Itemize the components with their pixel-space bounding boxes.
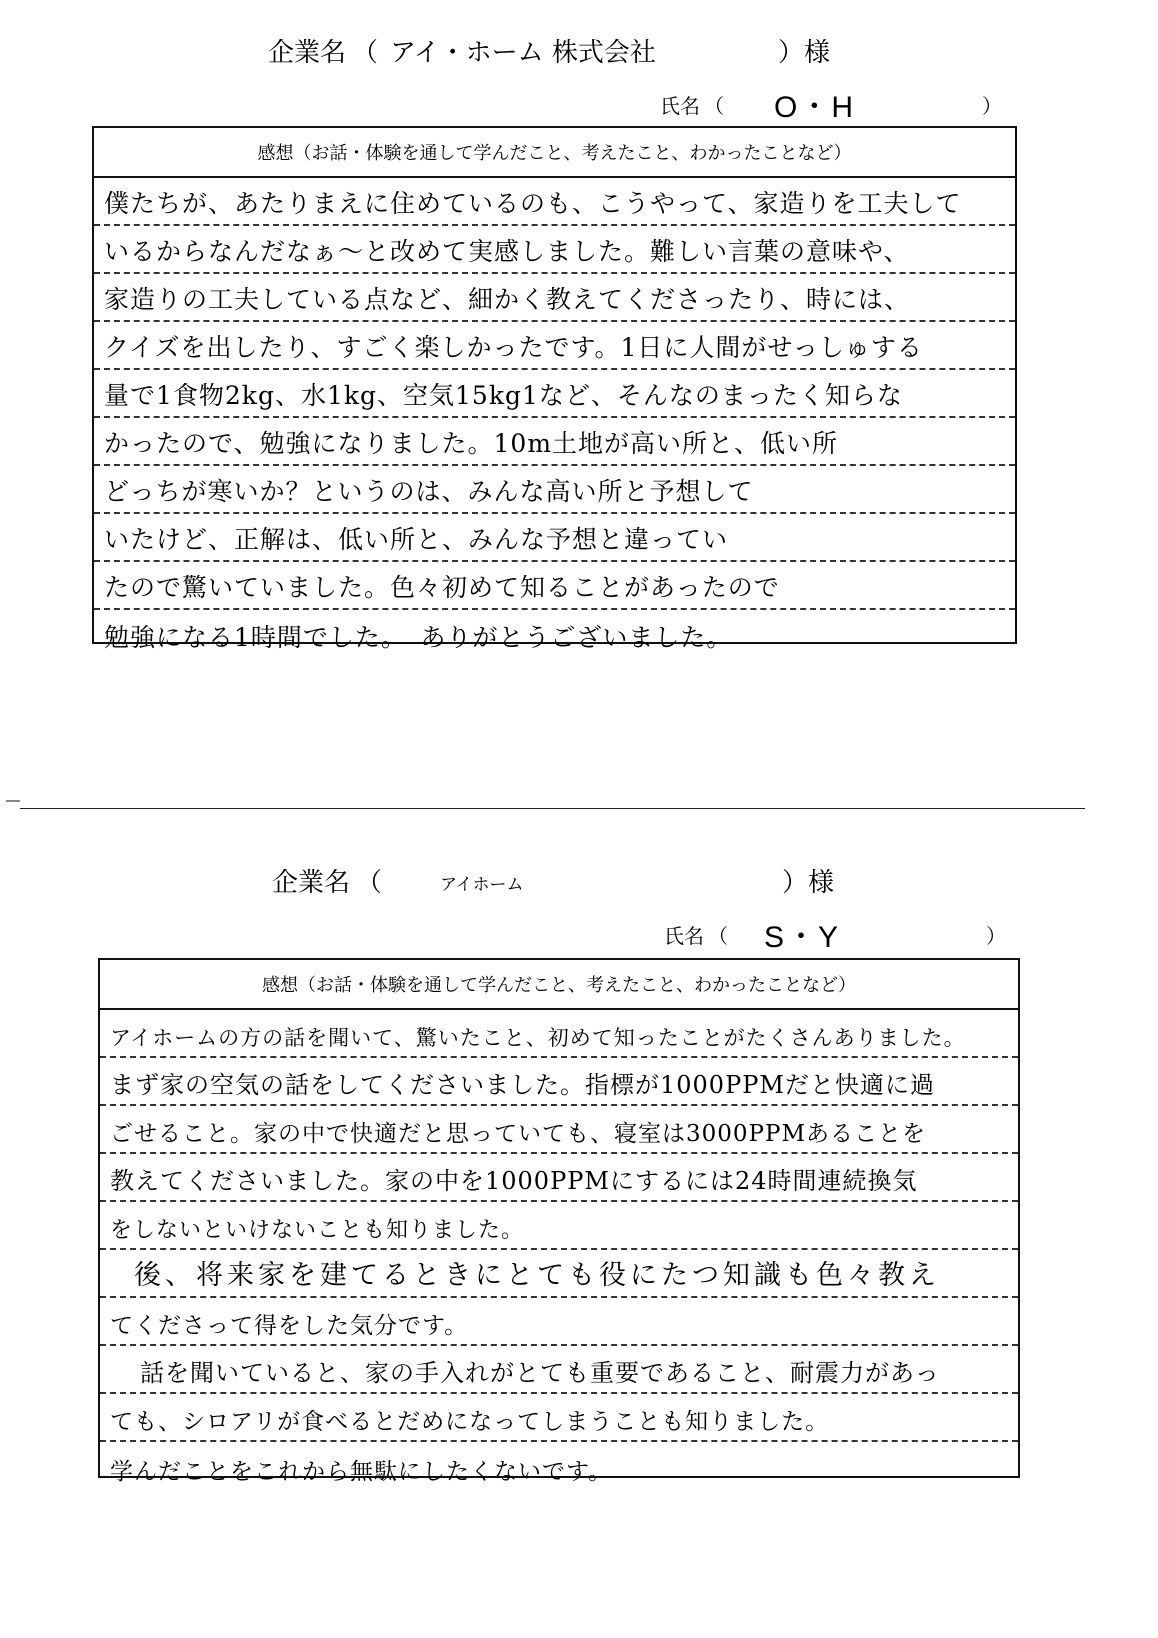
- name-close-paren: ）: [986, 924, 1006, 948]
- impression-line: アイホームの方の話を聞いて、驚いたこと、初めて知ったことがたくさんありました。: [100, 1010, 1018, 1058]
- impression-line: てくださって得をした気分です。: [100, 1298, 1018, 1346]
- company-close-suffix: ）様: [782, 868, 835, 898]
- impression-line: 教えてくださいました。家の中を1000PPMにするには24時間連続換気: [100, 1154, 1018, 1202]
- impression-box-2: [98, 958, 1020, 1485]
- impression-line: ても、シロアリが食べるとだめになってしまうことも知りました。: [100, 1394, 1018, 1442]
- company-close-suffix: ）様: [778, 38, 831, 68]
- impression-line: まず家の空気の話をしてくださいました。指標が1000PPMだと快適に過: [100, 1058, 1018, 1106]
- name-close-paren: ）: [982, 94, 1002, 118]
- company-open-paren: （: [352, 38, 379, 68]
- impression-line: クイズを出したり、すごく楽しかったです。1日に人間がせっしゅする: [94, 322, 1015, 370]
- impression-line: 僕たちが、あたりまえに住めているのも、こうやって、家造りを工夫して: [94, 178, 1015, 226]
- impression-line: 勉強になる1時間でした。 ありがとうございました。: [104, 623, 733, 652]
- impression-line: 量で1食物2kg、水1kg、空気15kg1など、そんなのまったく知らな: [94, 370, 1015, 418]
- impression-line: 話を聞いていると、家の手入れがとても重要であること、耐震力があっ: [100, 1346, 1018, 1394]
- name-open-paren: （: [708, 924, 728, 948]
- impression-line: をしないといけないことも知りました。: [100, 1202, 1018, 1250]
- impression-lines: [100, 1010, 1018, 1490]
- company-label: 企業名: [272, 868, 351, 898]
- name-label: 氏名: [660, 94, 700, 118]
- impression-lines: [94, 178, 1015, 658]
- impression-line: いたけど、正解は、低い所と、みんな予想と違ってい: [94, 514, 1015, 562]
- company-line-1: [268, 32, 848, 68]
- name-open-paren: （: [704, 94, 724, 118]
- impression-line: ごせること。家の中で快適だと思っていても、寝室は3000PPMあることを: [100, 1106, 1018, 1154]
- name-line-1: [660, 82, 1005, 122]
- name-label: 氏名: [664, 924, 704, 948]
- impression-header: 感想（お話・体験を通して学んだこと、考えたこと、わかったことなど）: [94, 128, 1015, 178]
- name-value: S・Y: [764, 921, 841, 954]
- company-open-paren: （: [356, 868, 383, 898]
- name-value: O・H: [774, 91, 855, 124]
- impression-line: たので驚いていました。色々初めて知ることがあったので: [94, 562, 1015, 610]
- company-name-handwritten: アイホーム: [440, 875, 524, 895]
- impression-line: 後、将来家を建てるときにとても役にたつ知識も色々教え: [100, 1250, 1018, 1298]
- impression-line: 家造りの工夫している点など、細かく教えてくださったり、時には、: [94, 274, 1015, 322]
- page-divider: [20, 808, 1085, 809]
- company-name-handwritten: アイ・ホーム 株式会社: [390, 38, 656, 68]
- company-line-2: [272, 862, 852, 898]
- company-label: 企業名: [268, 38, 347, 68]
- impression-line: かったので、勉強になりました。10m土地が高い所と、低い所: [94, 418, 1015, 466]
- impression-line: いるからなんだなぁ～と改めて実感しました。難しい言葉の意味や、: [94, 226, 1015, 274]
- impression-box-1: [92, 126, 1017, 652]
- impression-line: どっちが寒いか？というのは、みんな高い所と予想して: [94, 466, 1015, 514]
- scan-smudge: [6, 800, 20, 802]
- impression-header: 感想（お話・体験を通して学んだこと、考えたこと、わかったことなど）: [100, 960, 1018, 1010]
- impression-line: 学んだことをこれから無駄にしたくないです。: [110, 1459, 613, 1485]
- name-line-2: [664, 912, 1009, 952]
